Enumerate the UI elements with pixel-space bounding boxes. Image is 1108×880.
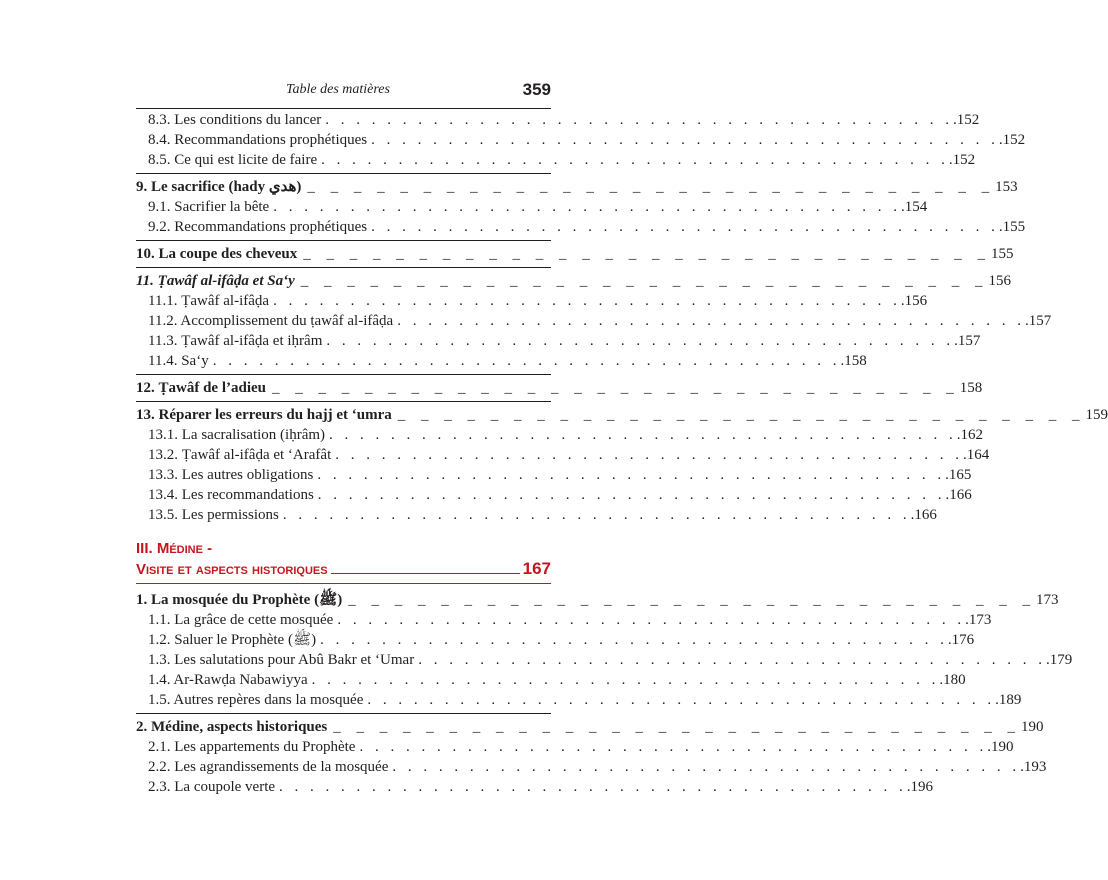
entry-page: .152 xyxy=(948,152,976,168)
toc-entry[interactable] xyxy=(136,737,1014,757)
toc-entry[interactable] xyxy=(136,670,966,690)
toc-entry[interactable] xyxy=(136,465,972,485)
part-rule xyxy=(136,583,551,584)
entry-page: .152 xyxy=(998,132,1026,148)
entry-page: .166 xyxy=(910,507,937,523)
divider xyxy=(136,713,551,714)
entry-label: 13.1. La sacralisation (iḥrâm) xyxy=(148,427,326,443)
toc-chapter[interactable] xyxy=(136,177,1018,197)
chapter-label: 1. La mosquée du Prophète (ﷺ) xyxy=(136,592,343,608)
entry-label: 2.2. Les agrandissements de la mosquée xyxy=(148,759,389,775)
toc-entry[interactable] xyxy=(136,291,928,311)
toc-chapter[interactable] xyxy=(136,590,1059,610)
entry-label: 13.3. Les autres obligations xyxy=(148,467,314,483)
entry-page: .158 xyxy=(840,353,867,369)
entry-page: .190 xyxy=(987,739,1014,755)
toc-entry[interactable] xyxy=(136,311,1052,331)
toc-entry[interactable] xyxy=(136,485,972,505)
entry-label: 9.1. Sacrifier la bête xyxy=(148,199,270,215)
part-underline xyxy=(331,560,520,574)
entry-label: 1.1. La grâce de cette mosquée xyxy=(148,612,334,628)
toc-page xyxy=(136,80,1108,797)
entry-page: .155 xyxy=(998,219,1026,235)
toc-entry[interactable] xyxy=(136,197,928,217)
chapter-page: 190 xyxy=(1021,719,1044,735)
table-of-contents xyxy=(136,110,1108,797)
entry-page: .166 xyxy=(945,487,972,503)
chapter-label: 2. Médine, aspects historiques xyxy=(136,719,328,735)
chapter-page: 156 xyxy=(988,273,1011,289)
divider xyxy=(136,374,551,375)
toc-entry[interactable] xyxy=(136,690,1022,710)
chapter-label: 13. Réparer les erreurs du hajj et ‘umra xyxy=(136,407,392,423)
toc-chapter[interactable] xyxy=(136,244,1014,264)
chapter-page: 155 xyxy=(991,246,1014,262)
toc-chapter[interactable] xyxy=(136,717,1044,737)
running-header xyxy=(136,80,551,108)
entry-label: 2.1. Les appartements du Prophète xyxy=(148,739,356,755)
toc-entry[interactable] xyxy=(136,217,1026,237)
chapter-page: 153 xyxy=(995,179,1018,195)
toc-entry[interactable] xyxy=(136,110,980,130)
entry-label: 11.1. Ṭawâf al-ifâḍa xyxy=(148,293,270,309)
entry-label: 11.4. Sa‘y xyxy=(148,353,209,369)
entry-page: .180 xyxy=(939,672,966,688)
toc-entry[interactable] xyxy=(136,630,975,650)
entry-label: 1.2. Saluer le Prophète (ﷺ) xyxy=(148,632,317,648)
entry-label: 8.3. Les conditions du lancer xyxy=(148,112,322,128)
toc-entry[interactable] xyxy=(136,757,1047,777)
toc-entry[interactable] xyxy=(136,445,990,465)
chapter-page: 173 xyxy=(1035,592,1059,608)
toc-chapter[interactable] xyxy=(136,378,983,398)
chapter-page: 158 xyxy=(959,380,983,396)
entry-label: 13.2. Ṭawâf al-ifâḍa et ‘Arafât xyxy=(148,447,332,463)
toc-entry[interactable] xyxy=(136,610,992,630)
toc-entry[interactable] xyxy=(136,351,867,371)
entry-page: .157 xyxy=(954,333,981,349)
part-title-line1: III. Médine - xyxy=(136,540,213,557)
running-title: Table des matières xyxy=(286,82,390,97)
entry-label: 9.2. Recommandations prophétiques xyxy=(148,219,368,235)
entry-label: 8.4. Recommandations prophétiques xyxy=(148,132,368,148)
toc-entry[interactable] xyxy=(136,425,984,445)
entry-label: 11.3. Ṭawâf al-ifâḍa et iḥrâm xyxy=(148,333,323,349)
toc-entry[interactable] xyxy=(136,505,937,525)
chapter-page: 159 xyxy=(1085,407,1108,423)
part-heading[interactable] xyxy=(136,539,551,581)
chapter-label: 11. Ṭawâf al-ifâḍa et Sa‘y xyxy=(136,273,295,289)
divider xyxy=(136,173,551,174)
entry-label: 2.3. La coupole verte xyxy=(148,779,276,795)
entry-page: .179 xyxy=(1045,652,1073,668)
header-rule xyxy=(136,108,551,109)
toc-chapter[interactable] xyxy=(136,271,1011,291)
toc-entry[interactable] xyxy=(136,130,1026,150)
toc-entry[interactable] xyxy=(136,650,1073,670)
divider xyxy=(136,267,551,268)
entry-page: .196 xyxy=(906,779,934,795)
divider xyxy=(136,240,551,241)
part-page: 167 xyxy=(522,559,551,578)
chapter-label: 12. Ṭawâf de l’adieu xyxy=(136,380,267,396)
toc-entry[interactable] xyxy=(136,331,981,351)
entry-label: 1.4. Ar-Rawḍa Nabawiyya xyxy=(148,672,308,688)
group-8 xyxy=(136,110,1026,170)
chapter-label: 10. La coupe des cheveux xyxy=(136,246,298,262)
part-title-line2: Visite et aspects historiques xyxy=(136,561,328,578)
entry-page: .154 xyxy=(900,199,928,215)
entry-page: .165 xyxy=(945,467,972,483)
toc-entry[interactable] xyxy=(136,150,976,170)
entry-label: 1.5. Autres repères dans la mosquée xyxy=(148,692,364,708)
entry-page: .193 xyxy=(1020,759,1047,775)
entry-page: .162 xyxy=(956,427,984,443)
entry-label: 8.5. Ce qui est licite de faire xyxy=(148,152,318,168)
chapter-label: 9. Le sacrifice (hady هدي) xyxy=(136,179,302,195)
toc-entry[interactable] xyxy=(136,777,934,797)
toc-chapter[interactable] xyxy=(136,405,1108,425)
entry-page: .173 xyxy=(965,612,992,628)
entry-label: 13.5. Les permissions xyxy=(148,507,279,523)
entry-page: .189 xyxy=(995,692,1022,708)
entry-label: 1.3. Les salutations pour Abû Bakr et ‘Umar xyxy=(148,652,415,668)
entry-page: .157 xyxy=(1024,313,1052,329)
entry-label: 13.4. Les recommandations xyxy=(148,487,314,503)
entry-page: .164 xyxy=(962,447,990,463)
entry-page: .152 xyxy=(953,112,980,128)
entry-page: .156 xyxy=(900,293,928,309)
divider xyxy=(136,401,551,402)
entry-page: .176 xyxy=(947,632,975,648)
page-number: 359 xyxy=(522,80,551,99)
entry-label: 11.2. Accomplissement du ṭawâf al-ifâḍa xyxy=(148,313,394,329)
